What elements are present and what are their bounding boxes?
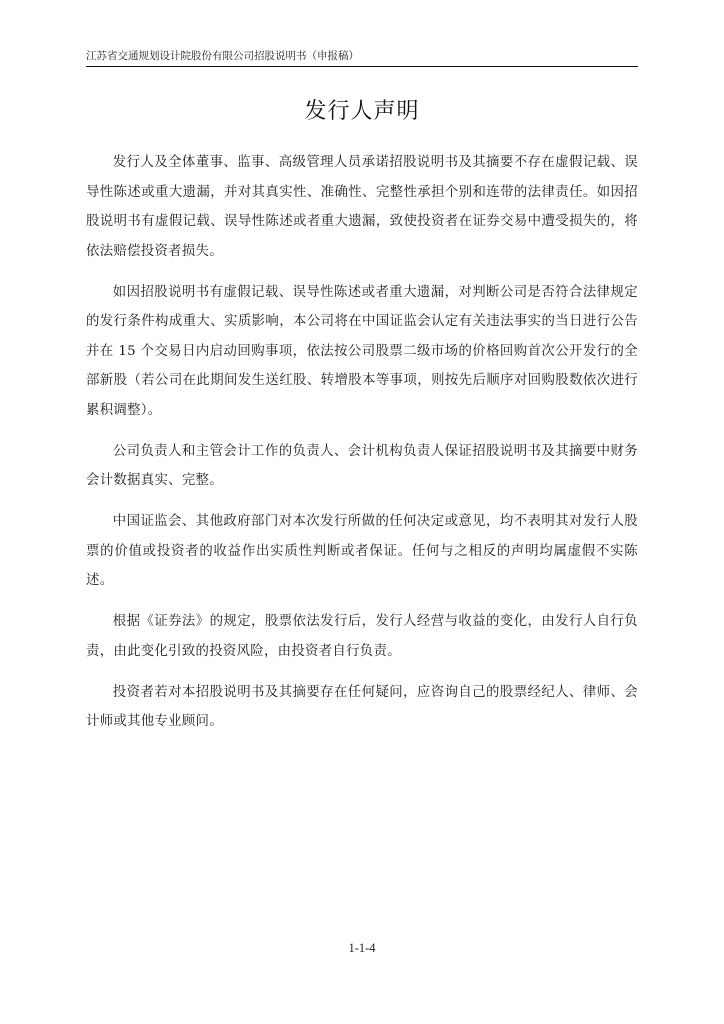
paragraph-share-repurchase: 如因招股说明书有虚假记载、误导性陈述或者重大遗漏，对判断公司是否符合法律规定的发行条件构成重大、实质影响，本公司将在中国证监会认定有关违法事实的当日进行公告并在 15 个交易日内启动回购事项，依法按公司股票二级市场的价格回购首次公开发行的全部新股（若公司在此期间发生送红股、转增股本等事项，则按先后顺序对回购股数依次进行累积调整）。 [86,284,638,418]
page-title: 发行人声明 [304,99,420,124]
paragraph-regulator-disclaimer: 中国证监会、其他政府部门对本次发行所做的任何决定或意见，均不表明其对发行人股票的价值或投资者的收益作出实质性判断或者保证。任何与之相反的声明均属虚假不实陈述。 [86,514,638,588]
header-divider [86,66,638,67]
paragraph-financial-data-guarantee: 公司负责人和主管会计工作的负责人、会计机构负责人保证招股说明书及其摘要中财务会计数据真实、完整。 [86,443,638,488]
paragraph-liability-commitment: 发行人及全体董事、监事、高级管理人员承诺招股说明书及其摘要不存在虚假记载、误导性陈述或重大遗漏，并对其真实性、准确性、完整性承担个别和连带的法律责任。如因招股说明书有虚假记载、误导性陈述或者重大遗漏，致使投资者在证券交易中遭受损失的，将依法赔偿投资者损失。 [86,155,638,259]
page-number: 1-1-4 [348,941,376,955]
declaration-body [86,148,638,748]
document-header: 江苏省交通规划设计院股份有限公司招股说明书（申报稿） [86,50,359,62]
paragraph-investment-risk: 根据《证券法》的规定，股票依法发行后，发行人经营与收益的变化，由发行人自行负责，由此变化引致的投资风险，由投资者自行负责。 [86,614,638,659]
paragraph-investor-advice: 投资者若对本招股说明书及其摘要存在任何疑问，应咨询自己的股票经纪人、律师、会计师或其他专业顾问。 [86,684,638,729]
